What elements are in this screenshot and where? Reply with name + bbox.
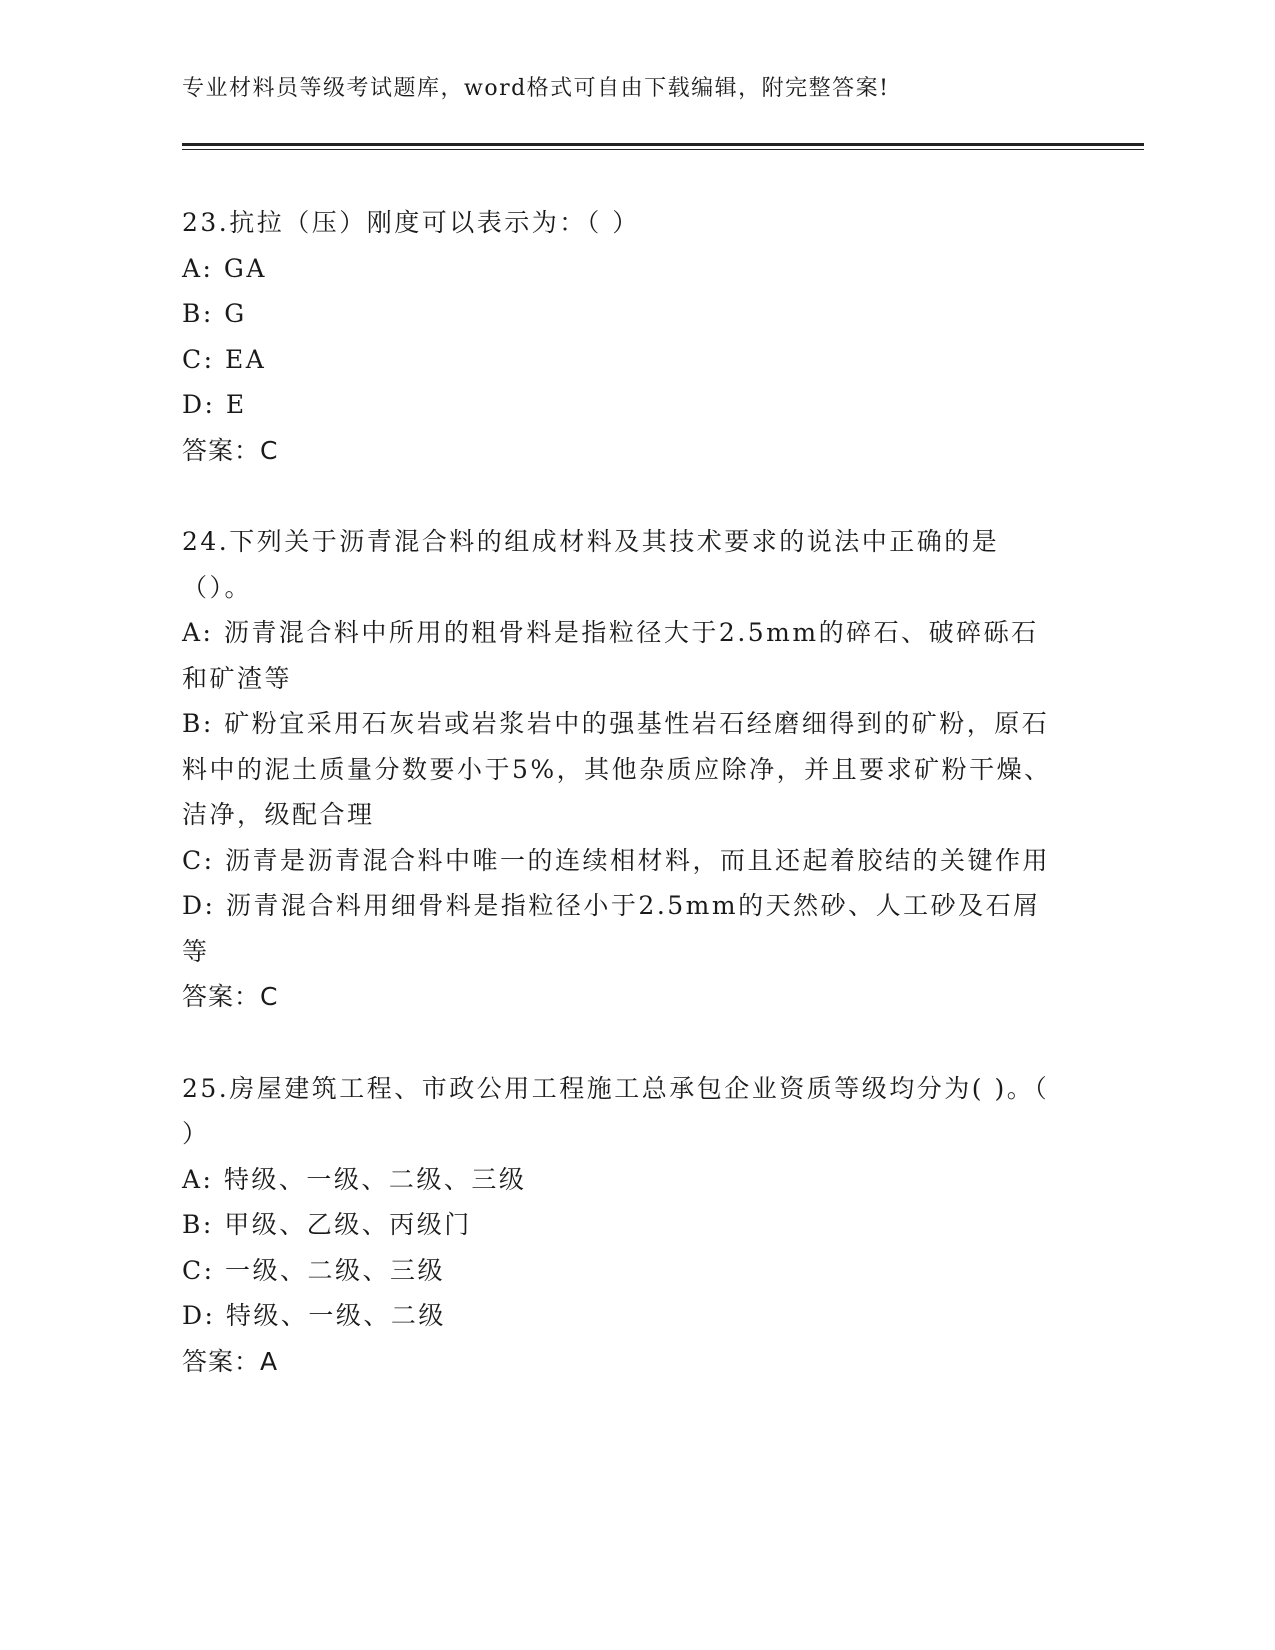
option-b: B: 矿粉宜采用石灰岩或岩浆岩中的强基性岩石经磨细得到的矿粉，原石料中的泥土质量分数要小于5%，其他杂质应除净，并且要求矿粉干燥、洁净，级配合理 [182,709,1052,829]
option-a: A: GA [182,253,267,283]
option-a: A: 特级、一级、二级、三级 [182,1164,527,1194]
header-rule-thick [182,143,1144,146]
question-stem: 24.下列关于沥青混合料的组成材料及其技术要求的说法中正确的是（）。 [182,527,1000,602]
question-23 [182,200,1062,473]
option-d: D: E [182,390,247,419]
question-stem: 25.房屋建筑工程、市政公用工程施工总承包企业资质等级均分为( )。（ ） [182,1073,1105,1148]
option-b: B: 甲级、乙级、丙级门 [182,1210,472,1239]
option-c: C: 沥青是沥青混合料中唯一的连续相材料，而且还起着胶结的关键作用 [182,845,1051,875]
option-d: D: 沥青混合料用细骨料是指粒径小于2.5mm的天然砂、人工砂及石屑等 [182,891,1041,966]
page-header: 专业材料员等级考试题库，word格式可自由下载编辑，附完整答案! [182,76,890,101]
question-25 [182,1066,1105,1385]
option-c: C: EA [182,344,267,374]
question-stem: 23.抗拉（压）刚度可以表示为：（ ） [182,208,640,237]
answer: 答案：C [182,435,279,465]
option-a: A: 沥青混合料中所用的粗骨料是指粒径大于2.5mm的碎石、破碎砾石和矿渣等 [182,618,1039,693]
option-b: B: G [182,299,247,328]
question-list [182,200,1105,1430]
header-rule-thin [182,149,1144,150]
answer: 答案：C [182,982,279,1011]
option-c: C: 一级、二级、三级 [182,1255,445,1285]
question-24 [182,519,1062,1020]
answer: 答案：A [182,1346,279,1376]
option-d: D: 特级、一级、二级 [182,1301,446,1330]
